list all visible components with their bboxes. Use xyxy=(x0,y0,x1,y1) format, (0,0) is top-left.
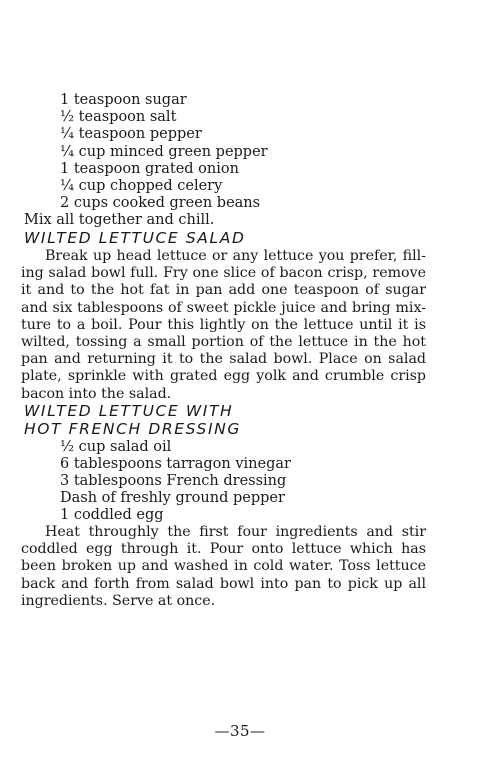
recipe-title: HOT FRENCH DRESSING xyxy=(24,420,241,438)
text-line: been broken up and washed in cold water. Toss lettuce xyxy=(21,558,426,575)
ingredient-line: 1 teaspoon sugar xyxy=(60,92,187,108)
recipe-title: WILTED LETTUCE WITH xyxy=(24,402,234,420)
recipe-directions xyxy=(21,524,426,610)
text-line: and six tablespoons of sweet pickle juice and bring mix- xyxy=(21,299,426,316)
text-line: pan and returning it to the salad bowl. Place on salad xyxy=(21,351,426,368)
page-number: —35— xyxy=(214,722,266,740)
ingredient-line: 3 tablespoons French dressing xyxy=(60,473,287,489)
ingredient-line: ½ teaspoon salt xyxy=(60,109,177,125)
text-line: ture to a boil. Pour this lightly on the lettuce until it is xyxy=(21,316,426,333)
text-line: ing salad bowl full. Fry one slice of bacon crisp, remove xyxy=(21,265,426,282)
ingredient-line: ½ cup salad oil xyxy=(60,439,172,455)
ingredient-line: 6 tablespoons tarragon vinegar xyxy=(60,456,291,472)
recipe-directions xyxy=(21,248,426,403)
text-line: Break up head lettuce or any lettuce you prefer, fill- xyxy=(45,248,426,264)
ingredient-line: 1 teaspoon grated onion xyxy=(60,161,239,177)
ingredient-line: ¼ cup minced green pepper xyxy=(60,144,268,160)
ingredient-line: ¼ teaspoon pepper xyxy=(60,126,202,142)
ingredient-line: 1 coddled egg xyxy=(60,507,164,523)
text-line: Heat throughly the first four ingredients and stir xyxy=(45,524,426,540)
ingredient-line: ¼ cup chopped celery xyxy=(60,178,223,194)
instruction-line: Mix all together and chill. xyxy=(24,212,215,228)
ingredient-line: Dash of freshly ground pepper xyxy=(60,490,285,506)
text-line: back and forth from salad bowl into pan to pick up all xyxy=(21,575,426,592)
text-line: plate, sprinkle with grated egg yolk and crumble crisp xyxy=(21,368,426,385)
text-line: it and to the hot fat in pan add one teaspoon of sugar xyxy=(21,282,426,299)
recipe-title: WILTED LETTUCE SALAD xyxy=(24,229,246,247)
text-line: wilted, tossing a small portion of the lettuce in the hot xyxy=(21,334,426,351)
ingredient-line: 2 cups cooked green beans xyxy=(60,195,261,211)
text-line: coddled egg through it. Pour onto lettuce which has xyxy=(21,541,426,558)
text-line: ingredients. Serve at once. xyxy=(21,592,216,609)
text-line: bacon into the salad. xyxy=(21,385,172,402)
